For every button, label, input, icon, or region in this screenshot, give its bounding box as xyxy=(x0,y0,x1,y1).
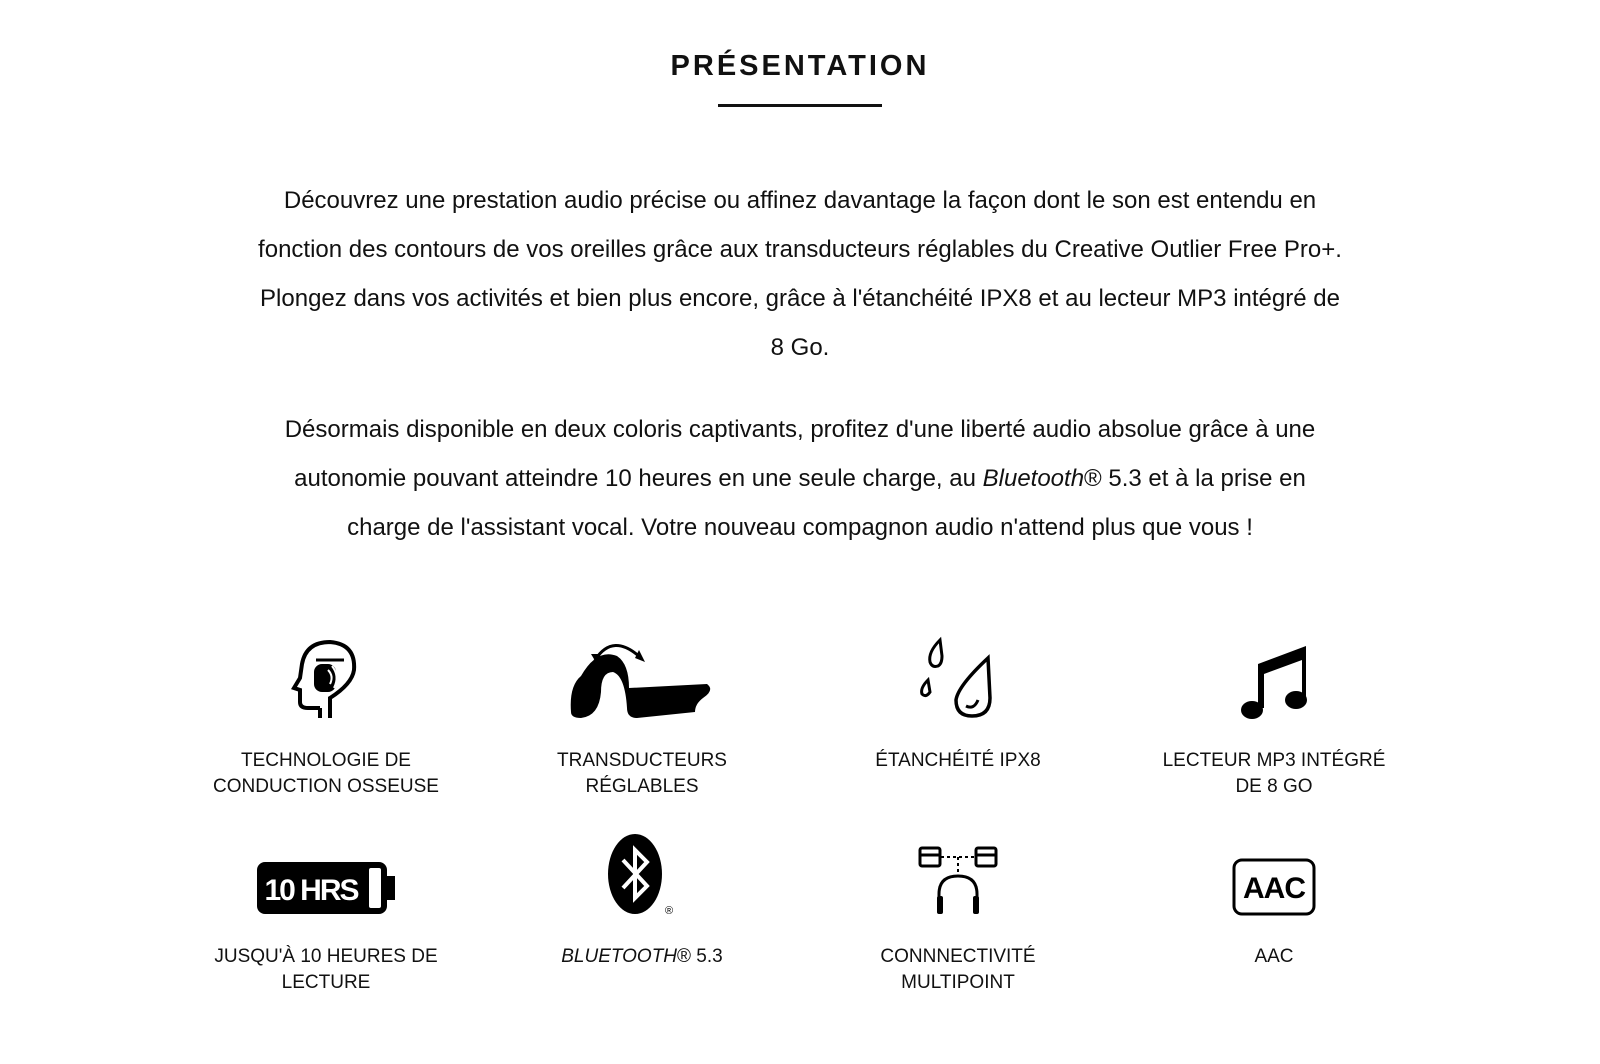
feature-label: RÉGLABLES xyxy=(585,776,699,797)
bluetooth-icon xyxy=(492,826,792,916)
feature-label: CONDUCTION OSSEUSE xyxy=(213,776,439,797)
multipoint-icon xyxy=(808,826,1108,916)
feature-label: ® 5.3 xyxy=(677,946,723,967)
feature-multipoint xyxy=(808,826,1108,996)
feature-label: ÉTANCHÉITÉ IPX8 xyxy=(875,750,1041,771)
feature-label: MULTIPOINT xyxy=(901,972,1015,993)
aac-text: AAC xyxy=(1243,872,1305,905)
adjustable-transducer-icon xyxy=(492,630,792,720)
feature-label: TRANSDUCTEURS xyxy=(557,750,727,771)
feature-label: DE 8 GO xyxy=(1235,776,1313,797)
feature-label: LECTURE xyxy=(281,972,371,993)
second-paragraph xyxy=(100,405,1500,552)
feature-label: AAC xyxy=(1254,946,1294,967)
feature-label-italic: BLUETOOTH xyxy=(561,946,678,967)
section-title: PRÉSENTATION xyxy=(670,50,930,82)
bluetooth-italic: Bluetooth xyxy=(982,465,1085,492)
text: ® 5.3 et à la prise en xyxy=(1084,465,1306,492)
text-line: Découvrez une prestation audio précise ou affinez davantage la façon dont le son est entendu en xyxy=(283,187,1317,214)
feature-bluetooth xyxy=(492,826,792,970)
battery-10hrs-icon xyxy=(176,826,476,916)
bone-conduction-head-icon xyxy=(176,630,476,720)
title-underline xyxy=(718,104,882,107)
feature-waterproof xyxy=(808,630,1108,774)
text-line: charge de l'assistant vocal. Votre nouveau compagnon audio n'attend plus que vous ! xyxy=(347,514,1253,541)
text: autonomie pouvant atteindre 10 heures en une seule charge, au xyxy=(294,465,983,492)
text-line: Désormais disponible en deux coloris captivants, profitez d'une liberté audio absolue grâce à une xyxy=(284,416,1316,443)
feature-label: CONNNECTIVITÉ xyxy=(880,946,1036,967)
aac-icon xyxy=(1124,826,1424,916)
feature-label: LECTEUR MP3 INTÉGRÉ xyxy=(1162,750,1386,771)
feature-mp3 xyxy=(1124,630,1424,800)
water-drops-icon xyxy=(808,630,1108,720)
text-line: Plongez dans vos activités et bien plus encore, grâce à l'étanchéité IPX8 et au lecteur MP3 intégré de xyxy=(260,285,1340,312)
feature-battery xyxy=(176,826,476,996)
text-line xyxy=(100,454,1500,503)
feature-label: JUSQU'À 10 HEURES DE xyxy=(214,946,438,967)
feature-label: TECHNOLOGIE DE xyxy=(241,750,411,771)
music-note-icon xyxy=(1124,630,1424,720)
feature-transducers xyxy=(492,630,792,800)
svg-text:®: ® xyxy=(664,905,674,916)
feature-bone-conduction xyxy=(176,630,476,800)
feature-aac xyxy=(1124,826,1424,970)
text-line: 8 Go. xyxy=(770,334,830,361)
battery-text: 10 HRS xyxy=(264,874,358,907)
text-line: fonction des contours de vos oreilles grâce aux transducteurs réglables du Creative Outlier Free Pro+. xyxy=(258,236,1342,263)
intro-paragraph xyxy=(100,176,1500,372)
